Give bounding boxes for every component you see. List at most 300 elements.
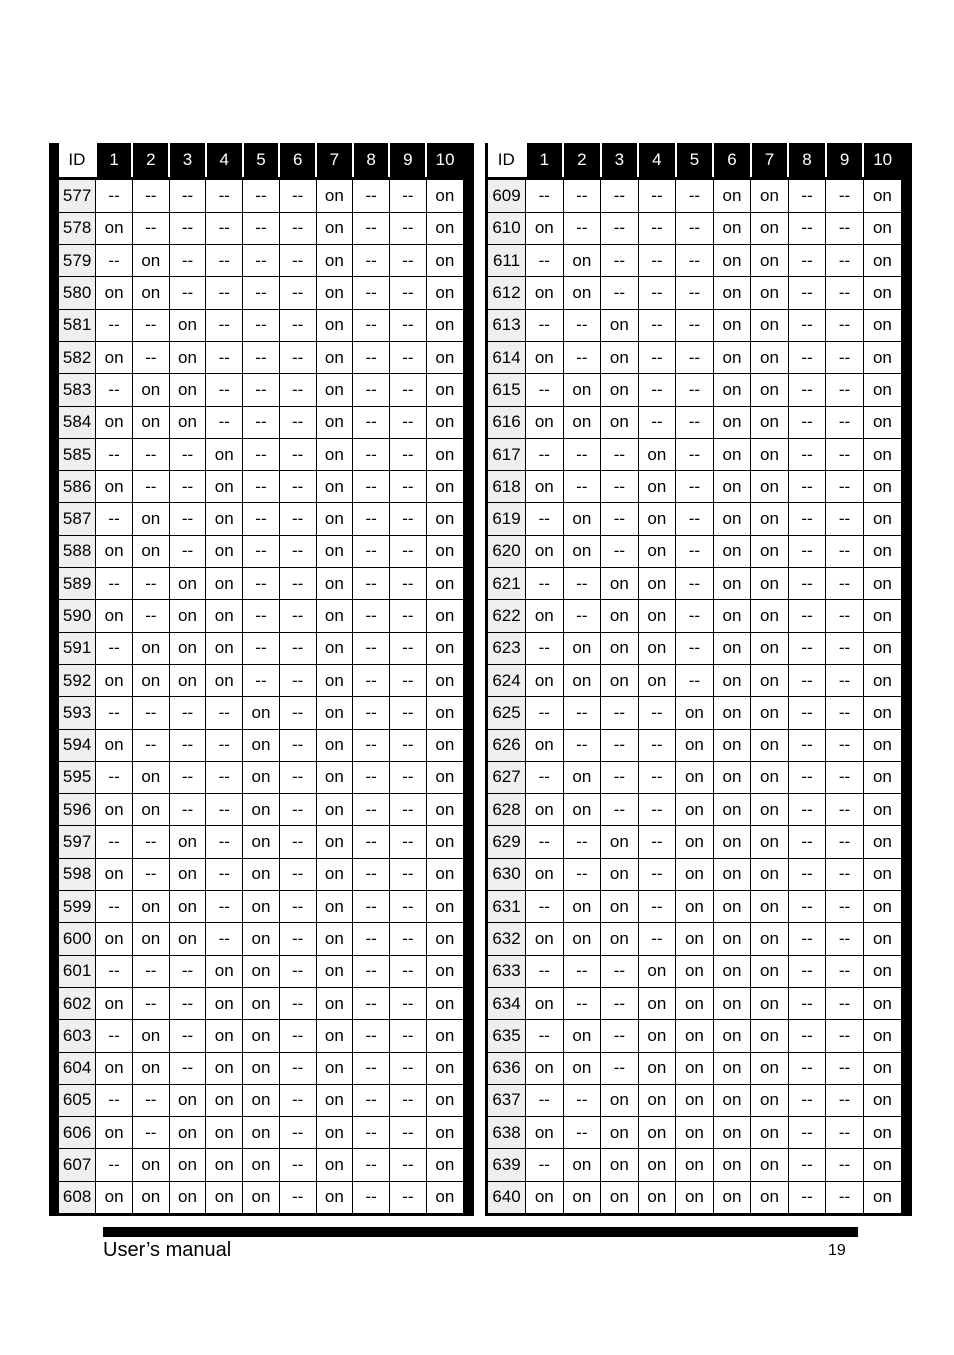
switch-cell: on bbox=[751, 794, 789, 826]
switch-cell: on bbox=[751, 309, 789, 341]
table-row bbox=[59, 568, 463, 600]
switch-cell: on bbox=[563, 1020, 601, 1052]
switch-cell: -- bbox=[206, 341, 243, 373]
switch-cell: -- bbox=[826, 1084, 864, 1116]
table-row bbox=[59, 1084, 463, 1116]
switch-cell: on bbox=[751, 891, 789, 923]
switch-cell: on bbox=[426, 1181, 463, 1213]
switch-cell: -- bbox=[279, 987, 316, 1019]
switch-cell: on bbox=[243, 761, 280, 793]
switch-cell: on bbox=[751, 858, 789, 890]
switch-cell: on bbox=[713, 1181, 751, 1213]
switch-cell: -- bbox=[638, 212, 676, 244]
table-row bbox=[59, 374, 463, 406]
switch-cell: -- bbox=[243, 600, 280, 632]
switch-cell: -- bbox=[676, 632, 714, 664]
column-header-switch-7: 7 bbox=[751, 143, 789, 177]
switch-cell: -- bbox=[353, 438, 390, 470]
id-cell: 601 bbox=[59, 955, 96, 987]
switch-cell: on bbox=[713, 438, 751, 470]
switch-cell: -- bbox=[243, 471, 280, 503]
table-row bbox=[59, 1181, 463, 1213]
switch-cell: -- bbox=[389, 503, 426, 535]
switch-cell: on bbox=[426, 826, 463, 858]
table-row bbox=[488, 729, 901, 761]
id-cell: 606 bbox=[59, 1117, 96, 1149]
switch-cell: -- bbox=[279, 858, 316, 890]
switch-cell: -- bbox=[243, 309, 280, 341]
column-header-switch-5: 5 bbox=[676, 143, 714, 177]
id-cell: 610 bbox=[488, 212, 526, 244]
id-cell: 588 bbox=[59, 535, 96, 567]
id-cell: 616 bbox=[488, 406, 526, 438]
switch-cell: on bbox=[96, 341, 133, 373]
switch-cell: on bbox=[751, 697, 789, 729]
switch-cell: -- bbox=[826, 277, 864, 309]
switch-cell: on bbox=[563, 761, 601, 793]
switch-cell: on bbox=[426, 277, 463, 309]
switch-cell: -- bbox=[279, 309, 316, 341]
switch-cell: on bbox=[863, 697, 901, 729]
switch-cell: -- bbox=[132, 600, 169, 632]
column-header-switch-10: 10 bbox=[426, 143, 463, 177]
column-header-switch-7: 7 bbox=[316, 143, 353, 177]
switch-cell: -- bbox=[563, 858, 601, 890]
table-row bbox=[59, 794, 463, 826]
id-cell: 632 bbox=[488, 923, 526, 955]
switch-cell: -- bbox=[788, 1181, 826, 1213]
switch-cell: -- bbox=[169, 277, 206, 309]
switch-cell: on bbox=[601, 374, 639, 406]
switch-cell: on bbox=[96, 1117, 133, 1149]
switch-cell: on bbox=[676, 955, 714, 987]
switch-cell: on bbox=[426, 1149, 463, 1181]
switch-cell: on bbox=[601, 341, 639, 373]
switch-cell: on bbox=[426, 1084, 463, 1116]
switch-cell: -- bbox=[353, 503, 390, 535]
id-cell: 602 bbox=[59, 987, 96, 1019]
switch-cell: -- bbox=[676, 438, 714, 470]
switch-cell: on bbox=[426, 891, 463, 923]
switch-cell: -- bbox=[788, 1052, 826, 1084]
left-table-frame bbox=[49, 143, 474, 1216]
switch-cell: -- bbox=[826, 858, 864, 890]
id-cell: 581 bbox=[59, 309, 96, 341]
switch-cell: on bbox=[863, 568, 901, 600]
table-row bbox=[59, 761, 463, 793]
switch-cell: -- bbox=[826, 471, 864, 503]
switch-cell: on bbox=[426, 438, 463, 470]
switch-cell: on bbox=[863, 374, 901, 406]
switch-cell: on bbox=[426, 212, 463, 244]
id-cell: 611 bbox=[488, 245, 526, 277]
switch-cell: -- bbox=[826, 535, 864, 567]
switch-cell: on bbox=[713, 277, 751, 309]
switch-cell: -- bbox=[676, 406, 714, 438]
switch-cell: -- bbox=[353, 212, 390, 244]
switch-cell: -- bbox=[526, 180, 564, 212]
switch-cell: on bbox=[169, 568, 206, 600]
id-cell: 617 bbox=[488, 438, 526, 470]
switch-cell: on bbox=[863, 826, 901, 858]
switch-cell: on bbox=[169, 1181, 206, 1213]
switch-cell: on bbox=[676, 891, 714, 923]
id-cell: 625 bbox=[488, 697, 526, 729]
switch-cell: on bbox=[563, 1181, 601, 1213]
column-header-switch-9: 9 bbox=[389, 143, 426, 177]
switch-cell: on bbox=[863, 212, 901, 244]
id-cell: 590 bbox=[59, 600, 96, 632]
switch-cell: -- bbox=[526, 503, 564, 535]
switch-cell: -- bbox=[132, 309, 169, 341]
switch-cell: on bbox=[132, 664, 169, 696]
table-row bbox=[59, 923, 463, 955]
switch-cell: on bbox=[638, 600, 676, 632]
table-row bbox=[488, 858, 901, 890]
switch-cell: on bbox=[526, 729, 564, 761]
id-cell: 579 bbox=[59, 245, 96, 277]
switch-cell: -- bbox=[676, 664, 714, 696]
switch-cell: -- bbox=[353, 1117, 390, 1149]
switch-cell: -- bbox=[169, 535, 206, 567]
switch-cell: on bbox=[169, 406, 206, 438]
switch-cell: -- bbox=[638, 406, 676, 438]
switch-cell: -- bbox=[563, 600, 601, 632]
right-table-frame bbox=[485, 143, 912, 1216]
switch-cell: on bbox=[316, 923, 353, 955]
switch-cell: -- bbox=[526, 568, 564, 600]
id-cell: 635 bbox=[488, 1020, 526, 1052]
switch-cell: -- bbox=[788, 535, 826, 567]
switch-cell: on bbox=[316, 794, 353, 826]
switch-cell: -- bbox=[389, 891, 426, 923]
switch-cell: -- bbox=[526, 1020, 564, 1052]
switch-cell: on bbox=[426, 245, 463, 277]
id-cell: 609 bbox=[488, 180, 526, 212]
switch-cell: on bbox=[426, 374, 463, 406]
switch-cell: -- bbox=[788, 600, 826, 632]
switch-cell: on bbox=[426, 503, 463, 535]
switch-cell: -- bbox=[638, 374, 676, 406]
switch-cell: -- bbox=[279, 535, 316, 567]
switch-cell: -- bbox=[826, 729, 864, 761]
switch-cell: -- bbox=[169, 1052, 206, 1084]
switch-cell: -- bbox=[389, 1181, 426, 1213]
switch-cell: -- bbox=[638, 794, 676, 826]
switch-cell: on bbox=[243, 697, 280, 729]
switch-cell: on bbox=[132, 374, 169, 406]
switch-cell: -- bbox=[206, 891, 243, 923]
switch-cell: on bbox=[526, 406, 564, 438]
switch-cell: on bbox=[676, 1084, 714, 1116]
switch-cell: on bbox=[243, 1181, 280, 1213]
switch-cell: -- bbox=[96, 891, 133, 923]
switch-cell: -- bbox=[638, 245, 676, 277]
switch-cell: on bbox=[426, 341, 463, 373]
id-cell: 600 bbox=[59, 923, 96, 955]
switch-cell: on bbox=[563, 1149, 601, 1181]
switch-cell: on bbox=[863, 180, 901, 212]
switch-cell: -- bbox=[243, 664, 280, 696]
switch-cell: -- bbox=[563, 1117, 601, 1149]
switch-cell: on bbox=[601, 1117, 639, 1149]
column-header-switch-5: 5 bbox=[243, 143, 280, 177]
switch-cell: on bbox=[638, 471, 676, 503]
switch-cell: on bbox=[96, 212, 133, 244]
switch-cell: on bbox=[863, 1149, 901, 1181]
switch-cell: -- bbox=[676, 341, 714, 373]
switch-cell: -- bbox=[353, 987, 390, 1019]
switch-cell: on bbox=[713, 955, 751, 987]
switch-cell: -- bbox=[279, 245, 316, 277]
switch-cell: on bbox=[563, 923, 601, 955]
switch-cell: on bbox=[132, 535, 169, 567]
switch-cell: on bbox=[316, 568, 353, 600]
switch-cell: -- bbox=[96, 632, 133, 664]
switch-cell: -- bbox=[638, 341, 676, 373]
switch-cell: on bbox=[601, 1084, 639, 1116]
switch-cell: on bbox=[243, 1020, 280, 1052]
switch-cell: -- bbox=[826, 632, 864, 664]
switch-cell: on bbox=[96, 858, 133, 890]
switch-cell: on bbox=[601, 309, 639, 341]
switch-cell: -- bbox=[243, 277, 280, 309]
switch-cell: -- bbox=[826, 794, 864, 826]
switch-cell: -- bbox=[788, 891, 826, 923]
switch-cell: on bbox=[863, 277, 901, 309]
switch-cell: -- bbox=[96, 1149, 133, 1181]
switch-cell: -- bbox=[826, 955, 864, 987]
switch-cell: -- bbox=[526, 1084, 564, 1116]
switch-cell: on bbox=[169, 1117, 206, 1149]
switch-cell: on bbox=[243, 729, 280, 761]
switch-cell: -- bbox=[826, 923, 864, 955]
table-row bbox=[488, 826, 901, 858]
switch-cell: on bbox=[426, 180, 463, 212]
table-row bbox=[59, 632, 463, 664]
switch-cell: -- bbox=[389, 180, 426, 212]
column-header-switch-6: 6 bbox=[713, 143, 751, 177]
switch-cell: -- bbox=[788, 1117, 826, 1149]
table-row bbox=[488, 1084, 901, 1116]
switch-cell: on bbox=[96, 1181, 133, 1213]
switch-cell: on bbox=[713, 503, 751, 535]
switch-cell: -- bbox=[788, 1149, 826, 1181]
switch-cell: on bbox=[206, 1052, 243, 1084]
table-row bbox=[59, 1149, 463, 1181]
table-row bbox=[488, 309, 901, 341]
switch-cell: -- bbox=[206, 826, 243, 858]
switch-cell: -- bbox=[526, 1149, 564, 1181]
switch-cell: -- bbox=[353, 180, 390, 212]
switch-cell: -- bbox=[563, 568, 601, 600]
switch-cell: -- bbox=[638, 826, 676, 858]
id-cell: 633 bbox=[488, 955, 526, 987]
switch-cell: on bbox=[713, 212, 751, 244]
table-row bbox=[488, 600, 901, 632]
switch-cell: -- bbox=[389, 535, 426, 567]
switch-cell: -- bbox=[96, 503, 133, 535]
id-cell: 577 bbox=[59, 180, 96, 212]
switch-cell: -- bbox=[169, 729, 206, 761]
switch-cell: on bbox=[206, 471, 243, 503]
switch-cell: -- bbox=[601, 535, 639, 567]
switch-cell: on bbox=[751, 1149, 789, 1181]
switch-cell: on bbox=[563, 503, 601, 535]
switch-cell: -- bbox=[788, 794, 826, 826]
switch-cell: on bbox=[751, 374, 789, 406]
table-row bbox=[488, 406, 901, 438]
switch-cell: on bbox=[526, 600, 564, 632]
switch-cell: on bbox=[751, 1084, 789, 1116]
switch-cell: -- bbox=[169, 503, 206, 535]
switch-cell: -- bbox=[279, 664, 316, 696]
id-cell: 620 bbox=[488, 535, 526, 567]
switch-cell: -- bbox=[279, 955, 316, 987]
column-header-id: ID bbox=[488, 143, 526, 177]
switch-cell: on bbox=[563, 1052, 601, 1084]
switch-cell: on bbox=[713, 987, 751, 1019]
table-row bbox=[488, 794, 901, 826]
switch-cell: -- bbox=[601, 729, 639, 761]
id-cell: 640 bbox=[488, 1181, 526, 1213]
id-cell: 612 bbox=[488, 277, 526, 309]
switch-cell: on bbox=[713, 374, 751, 406]
switch-cell: -- bbox=[788, 1084, 826, 1116]
switch-cell: on bbox=[426, 632, 463, 664]
switch-cell: on bbox=[751, 438, 789, 470]
switch-cell: -- bbox=[389, 955, 426, 987]
switch-cell: on bbox=[316, 180, 353, 212]
switch-cell: -- bbox=[788, 987, 826, 1019]
switch-cell: -- bbox=[169, 987, 206, 1019]
id-cell: 639 bbox=[488, 1149, 526, 1181]
switch-cell: on bbox=[713, 1084, 751, 1116]
switch-cell: on bbox=[316, 891, 353, 923]
switch-cell: on bbox=[713, 245, 751, 277]
id-cell: 594 bbox=[59, 729, 96, 761]
switch-cell: -- bbox=[526, 309, 564, 341]
id-cell: 582 bbox=[59, 341, 96, 373]
switch-cell: on bbox=[676, 1020, 714, 1052]
id-cell: 621 bbox=[488, 568, 526, 600]
switch-cell: -- bbox=[132, 826, 169, 858]
switch-cell: on bbox=[169, 632, 206, 664]
id-cell: 638 bbox=[488, 1117, 526, 1149]
switch-cell: -- bbox=[132, 568, 169, 600]
switch-cell: -- bbox=[788, 697, 826, 729]
switch-cell: on bbox=[426, 600, 463, 632]
table-row bbox=[488, 987, 901, 1019]
switch-cell: -- bbox=[206, 923, 243, 955]
switch-cell: on bbox=[132, 245, 169, 277]
switch-cell: on bbox=[426, 568, 463, 600]
switch-cell: -- bbox=[826, 761, 864, 793]
switch-cell: -- bbox=[601, 955, 639, 987]
table-row bbox=[59, 600, 463, 632]
switch-cell: -- bbox=[389, 277, 426, 309]
switch-cell: -- bbox=[132, 955, 169, 987]
switch-cell: -- bbox=[206, 697, 243, 729]
switch-cell: -- bbox=[563, 471, 601, 503]
switch-cell: -- bbox=[389, 761, 426, 793]
switch-cell: -- bbox=[638, 697, 676, 729]
id-cell: 585 bbox=[59, 438, 96, 470]
switch-cell: on bbox=[713, 664, 751, 696]
switch-cell: on bbox=[132, 406, 169, 438]
switch-cell: on bbox=[426, 1117, 463, 1149]
switch-cell: on bbox=[563, 891, 601, 923]
table-row bbox=[488, 245, 901, 277]
switch-cell: on bbox=[863, 955, 901, 987]
switch-cell: -- bbox=[676, 471, 714, 503]
switch-cell: on bbox=[169, 923, 206, 955]
switch-cell: on bbox=[638, 503, 676, 535]
id-cell: 614 bbox=[488, 341, 526, 373]
switch-cell: -- bbox=[279, 729, 316, 761]
switch-cell: -- bbox=[206, 180, 243, 212]
switch-cell: -- bbox=[169, 794, 206, 826]
switch-cell: on bbox=[426, 1052, 463, 1084]
switch-cell: on bbox=[96, 923, 133, 955]
switch-cell: -- bbox=[96, 309, 133, 341]
switch-cell: on bbox=[316, 374, 353, 406]
switch-cell: on bbox=[601, 406, 639, 438]
switch-cell: on bbox=[316, 438, 353, 470]
switch-cell: -- bbox=[563, 212, 601, 244]
switch-cell: -- bbox=[243, 503, 280, 535]
switch-cell: -- bbox=[563, 729, 601, 761]
switch-cell: -- bbox=[169, 761, 206, 793]
column-header-switch-1: 1 bbox=[526, 143, 564, 177]
column-header-switch-4: 4 bbox=[638, 143, 676, 177]
switch-cell: on bbox=[638, 955, 676, 987]
switch-cell: on bbox=[426, 406, 463, 438]
switch-cell: -- bbox=[353, 826, 390, 858]
id-cell: 604 bbox=[59, 1052, 96, 1084]
id-cell: 605 bbox=[59, 1084, 96, 1116]
switch-cell: -- bbox=[563, 955, 601, 987]
table-row bbox=[59, 341, 463, 373]
switch-cell: on bbox=[426, 987, 463, 1019]
switch-cell: -- bbox=[353, 277, 390, 309]
id-cell: 595 bbox=[59, 761, 96, 793]
switch-cell: on bbox=[676, 1117, 714, 1149]
switch-cell: on bbox=[132, 1149, 169, 1181]
switch-cell: -- bbox=[132, 858, 169, 890]
switch-cell: on bbox=[316, 535, 353, 567]
switch-cell: on bbox=[863, 245, 901, 277]
id-cell: 589 bbox=[59, 568, 96, 600]
switch-cell: on bbox=[206, 600, 243, 632]
switch-cell: on bbox=[206, 1020, 243, 1052]
table-row bbox=[488, 438, 901, 470]
switch-cell: on bbox=[526, 1181, 564, 1213]
switch-cell: on bbox=[316, 697, 353, 729]
switch-cell: -- bbox=[96, 245, 133, 277]
id-cell: 634 bbox=[488, 987, 526, 1019]
switch-cell: on bbox=[601, 600, 639, 632]
switch-cell: on bbox=[206, 438, 243, 470]
switch-cell: on bbox=[316, 1052, 353, 1084]
switch-cell: -- bbox=[389, 309, 426, 341]
switch-cell: on bbox=[638, 1181, 676, 1213]
switch-cell: on bbox=[426, 535, 463, 567]
switch-cell: -- bbox=[389, 987, 426, 1019]
table-row bbox=[488, 503, 901, 535]
switch-cell: -- bbox=[389, 245, 426, 277]
table-row bbox=[488, 180, 901, 212]
